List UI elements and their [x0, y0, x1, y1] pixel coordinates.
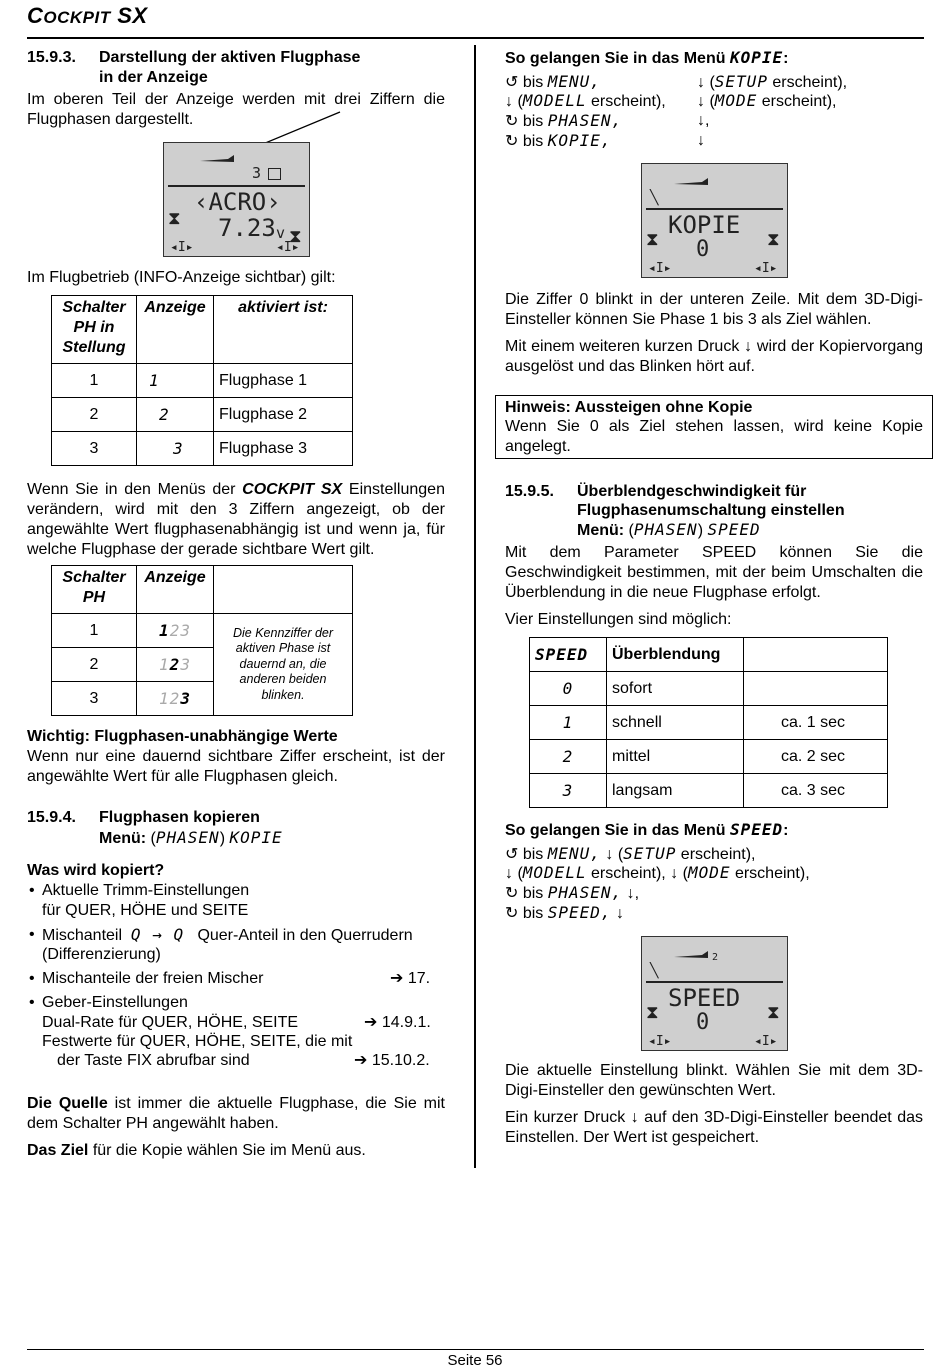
- bullet-trim-detail: für QUER, HÖHE und SEITE: [42, 902, 249, 919]
- table-cell: ca. 3 sec: [744, 774, 888, 808]
- column-divider: [474, 45, 476, 1168]
- table-cell: sofort: [607, 672, 744, 706]
- table-cell: [744, 672, 888, 706]
- trim-bottom-left-icon: ◂I▸: [170, 240, 194, 255]
- trim-right-icon: ⧗: [289, 226, 302, 247]
- trim-bottom-right-icon: ◂I▸: [754, 261, 778, 276]
- speed-blink-text: Die aktuelle Einstellung blinkt. Wählen Sie mit dem 3D-Digi-Einsteller den gewünschten Wert.: [505, 1062, 923, 1099]
- table-cell: 2: [530, 740, 607, 774]
- source-text: Die Quelle ist immer die aktuelle Flugphase, die Sie mit dem Schalter PH angewählt haben.: [27, 1095, 445, 1132]
- nav1-line3-right: ↓,: [697, 112, 710, 129]
- trim-bottom-right-icon: ◂I▸: [276, 240, 300, 255]
- section-title-1595-line2: Flugphasenumschaltung einstellen: [577, 502, 845, 519]
- trim-left-icon: ⧗: [646, 1002, 659, 1023]
- table-cell: 3: [52, 682, 137, 716]
- antenna-icon: ╲: [650, 190, 659, 206]
- target-text: Das Ziel für die Kopie wählen Sie im Menü aus.: [27, 1142, 366, 1159]
- nav1-title: So gelangen Sie in das Menü KOPIE:: [505, 48, 789, 67]
- lcd-word: SPEED: [668, 984, 741, 1012]
- table-header: [744, 638, 888, 672]
- nav1-line3: ↻ bis PHASEN,: [505, 111, 623, 130]
- nav2-title: So gelangen Sie in das Menü SPEED:: [505, 820, 789, 839]
- table-cell: 3: [52, 432, 137, 466]
- lcd-display-speed: [641, 936, 788, 1051]
- nav1-line2-right: ↓ (MODE erscheint),: [697, 91, 837, 110]
- nav1-line1: ↺ bis MENU,: [505, 72, 601, 91]
- what-copied-title: Was wird kopiert?: [27, 862, 165, 879]
- svg-text:2: 2: [712, 952, 719, 963]
- trim-bottom-right-icon: ◂I▸: [754, 1034, 778, 1049]
- ref-14-9-1[interactable]: ➔ 14.9.1.: [364, 1014, 431, 1031]
- nav1-line2: ↓ (MODELL erscheint),: [505, 91, 666, 110]
- table-flight-phase: [51, 295, 353, 466]
- table-header: Überblendung: [607, 638, 744, 672]
- table-cell: Flugphase 1: [214, 364, 353, 398]
- trim-bottom-left-icon: ◂I▸: [648, 1034, 672, 1049]
- section-menu-1594: Menü: (PHASEN) KOPIE: [99, 828, 283, 847]
- table-header: Schalter PH in Stellung: [52, 296, 137, 364]
- ref-17[interactable]: ➔ 17.: [390, 970, 431, 987]
- table-cell: schnell: [607, 706, 744, 740]
- section-title-1594: Flugphasen kopieren: [99, 809, 260, 826]
- nav1-line4-right: ↓: [697, 132, 705, 149]
- lcd-display-kopie: [641, 163, 788, 278]
- section-number-1595: 15.9.5.: [505, 483, 554, 500]
- table-cell: 1: [137, 364, 214, 398]
- lcd-word: KOPIE: [668, 211, 741, 239]
- section-title-1595: Überblendgeschwindigkeit für: [577, 483, 807, 500]
- footer-rule: [27, 1349, 924, 1350]
- kopie-text-2: Mit einem weiteren kurzen Druck ↓ wird der Kopiervorgang ausgelöst und das Blinken hört auf.: [505, 338, 923, 375]
- lcd-value: 0: [696, 237, 710, 262]
- lcd-phase-digits: 3: [252, 164, 262, 182]
- kopie-text-1: Die Ziffer 0 blinkt in der unteren Zeile. Mit dem 3D-Digi-Einsteller können Sie Phase 1 bis 3 als Ziel wählen.: [505, 291, 923, 328]
- section-number-1594: 15.9.4.: [27, 809, 76, 826]
- important-title: Wichtig: Flugphasen-unabhängige Werte: [27, 728, 338, 745]
- trim-right-icon: ⧗: [767, 229, 780, 250]
- bullet-fix-key: der Taste FIX abrufbar sind: [57, 1052, 250, 1069]
- table-cell: Flugphase 3: [214, 432, 353, 466]
- menu-explanation-text: Wenn Sie in den Menüs der COCKPIT SX Einstellungen verändern, wird mit den 3 Ziffern angezeigt, ob der angewählte Wert flugphasenabhängig ist und wenn ja, für welche Flugphase der gerade sichtbare Wert gilt.: [27, 481, 445, 558]
- airplane-icon: [672, 176, 712, 188]
- table-cell: Flugphase 2: [214, 398, 353, 432]
- table-cell: 0: [530, 672, 607, 706]
- four-settings-text: Vier Einstellungen sind möglich:: [505, 611, 732, 628]
- speed-text: Mit dem Parameter SPEED können Sie die Geschwindigkeit bestimmen, mit der beim Umschalten die Überblendung in die neue Flugphase erfolgt.: [505, 544, 923, 601]
- trim-left-icon: ⧗: [168, 208, 181, 229]
- bullet-mix: Mischanteil Q → Q Quer-Anteil in den Querrudern: [42, 925, 413, 944]
- page-number: Seite 56: [447, 1352, 503, 1369]
- table-cell: 3: [530, 774, 607, 808]
- bullet-dual-rate: Dual-Rate für QUER, HÖHE, SEITE: [42, 1014, 299, 1031]
- table-cell: ca. 2 sec: [744, 740, 888, 774]
- table-cell: 123: [137, 682, 214, 716]
- section-title-1593-line2: in der Anzeige: [99, 69, 208, 86]
- table-cell: mittel: [607, 740, 744, 774]
- lcd-square-icon: [268, 168, 281, 180]
- header-title: COCKPIT SX: [27, 3, 148, 28]
- lcd-display-acro: [163, 142, 310, 257]
- section-1593-text: Im oberen Teil der Anzeige werden mit drei Ziffern die Flugphasen dargestellt.: [27, 91, 445, 128]
- table-cell: 3: [137, 432, 214, 466]
- lcd-model-name: ‹ACRO›: [194, 188, 281, 216]
- lcd-voltage-unit: v: [276, 224, 286, 242]
- trim-left-icon: ⧗: [646, 229, 659, 250]
- table-cell: 1: [530, 706, 607, 740]
- speed-save-text: Ein kurzer Druck ↓ auf den 3D-Digi-Einsteller beendet das Einstellen. Der Wert ist gespeichert.: [505, 1109, 923, 1146]
- table-cell: 2: [137, 398, 214, 432]
- section-menu-1595: Menü: (PHASEN) SPEED: [577, 520, 761, 539]
- table-cell: 123: [137, 614, 214, 648]
- table-header: Schalter PH: [52, 566, 137, 614]
- hint-title: Hinweis: Aussteigen ohne Kopie: [505, 399, 753, 416]
- nav1-line4: ↻ bis KOPIE,: [505, 131, 612, 150]
- airplane-icon: [198, 153, 238, 165]
- table-speed: [529, 637, 888, 808]
- hint-text: Wenn Sie 0 als Ziel stehen lassen, wird keine Kopie angelegt.: [505, 418, 923, 455]
- nav2-line4: ↻ bis SPEED, ↓: [505, 903, 625, 922]
- antenna-icon: ╲: [650, 963, 659, 979]
- table-cell: 2: [52, 648, 137, 682]
- info-text: Im Flugbetrieb (INFO-Anzeige sichtbar) gilt:: [27, 269, 336, 286]
- table-cell: 123: [137, 648, 214, 682]
- table-cell: 1: [52, 364, 137, 398]
- header-rule: [27, 37, 924, 39]
- table-cell: langsam: [607, 774, 744, 808]
- table-phase-digits: [51, 565, 353, 716]
- bullet-transmitter: Geber-Einstellungen: [42, 994, 188, 1011]
- hint-box: [495, 395, 933, 459]
- bullet-mix-detail: (Differenzierung): [42, 946, 161, 963]
- table-cell: 1: [52, 614, 137, 648]
- nav2-line2: ↓ (MODELL erscheint), ↓ (MODE erscheint),: [505, 863, 810, 882]
- nav2-line3: ↻ bis PHASEN, ↓,: [505, 883, 640, 902]
- trim-right-icon: ⧗: [767, 1002, 780, 1023]
- bullet-free-mixer: Mischanteile der freien Mischer: [42, 970, 264, 987]
- table-header: aktiviert ist:: [214, 296, 353, 364]
- table-cell: ca. 1 sec: [744, 706, 888, 740]
- lcd-value: 0: [696, 1010, 710, 1035]
- nav2-line1: ↺ bis MENU, ↓ (SETUP erscheint),: [505, 844, 756, 863]
- bullet-trim: Aktuelle Trimm-Einstellungen: [42, 882, 250, 899]
- bullet-fixed-values: Festwerte für QUER, HÖHE, SEITE, die mit: [42, 1033, 353, 1050]
- trim-bottom-left-icon: ◂I▸: [648, 261, 672, 276]
- table-cell: 2: [52, 398, 137, 432]
- table-note: Die Kennziffer der aktiven Phase ist dauernd an, die anderen beiden blinken.: [214, 614, 353, 716]
- section-number-1593: 15.9.3.: [27, 49, 76, 66]
- table-header: Anzeige: [137, 296, 214, 364]
- lcd-voltage: 7.23: [218, 214, 276, 242]
- important-text: Wenn nur eine dauernd sichtbare Ziffer erscheint, ist der angewählte Wert für alle Flugphasen gleich.: [27, 748, 445, 785]
- section-title-1593: Darstellung der aktiven Flugphase: [99, 49, 361, 66]
- ref-15-10-2[interactable]: ➔ 15.10.2.: [354, 1052, 430, 1069]
- airplane-icon: [672, 949, 724, 963]
- nav1-line1-right: ↓ (SETUP erscheint),: [697, 72, 848, 91]
- table-header: SPEED: [530, 638, 607, 672]
- table-header: Anzeige: [137, 566, 214, 614]
